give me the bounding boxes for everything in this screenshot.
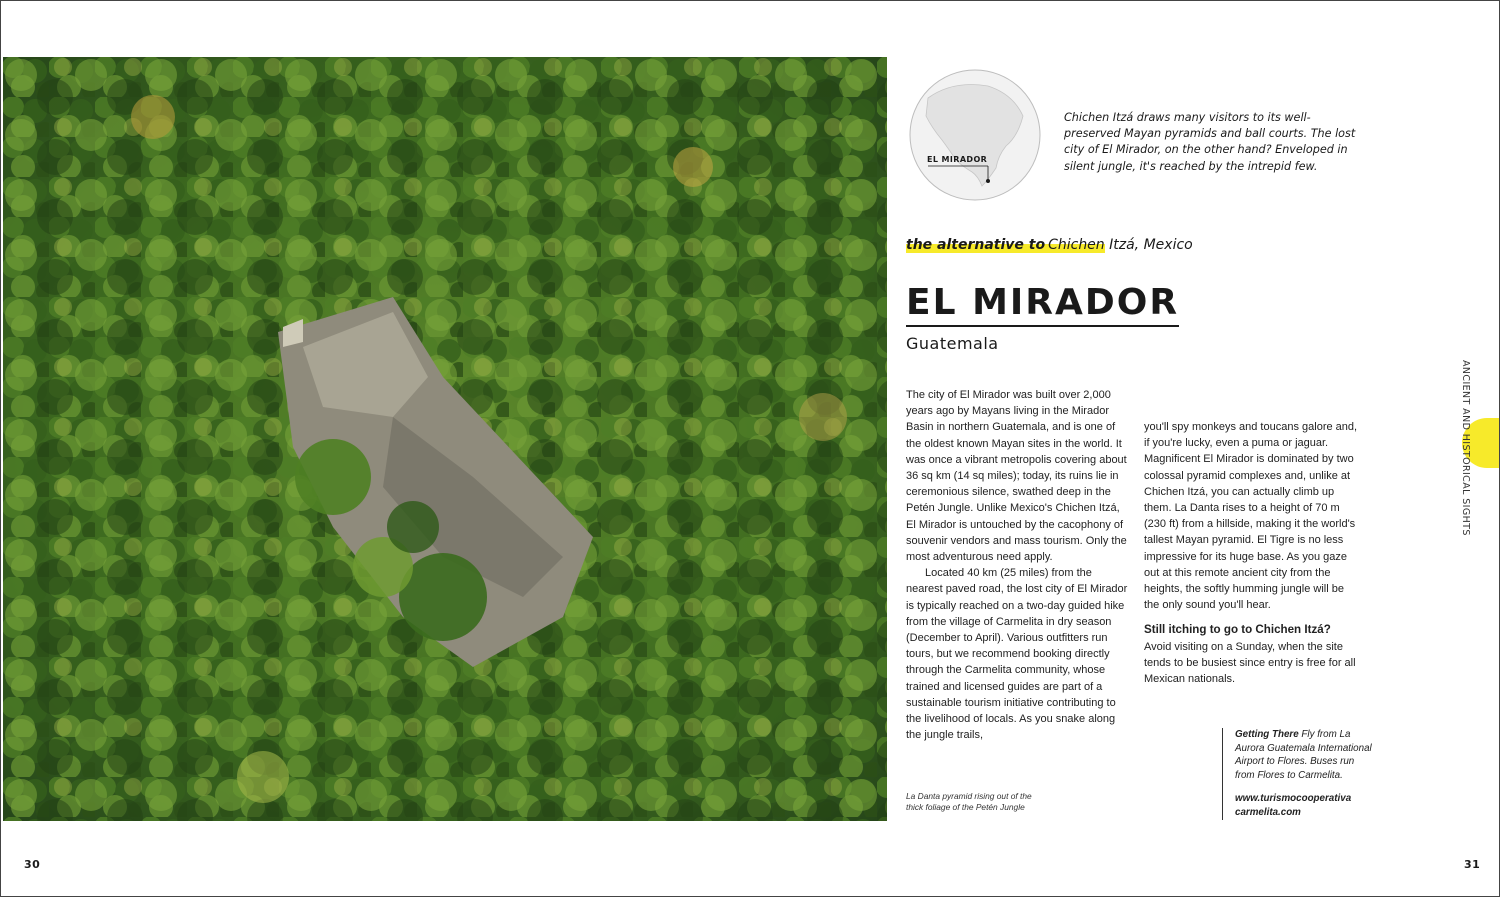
body-paragraph: The city of El Mirador was built over 2,000 years ago by Mayans living in the Mirador Basin in northern Guatemala, and is one of the oldest known Mayan sites in the world. It was once a vibrant metropolis covering about 36 sq km (14 sq miles); today, its ruins lie in ceremonious silence, swathed deep in the Petén Jungle. Unlike Mexico's Chichen Itzá, El Mirador is untouched by the cacophony of souvenir vendors and mass tourism. Only the most adventurous need apply. [906,389,1127,564]
alternative-prefix: the alternative to [906,237,1048,253]
photo-caption: La Danta pyramid rising out of the thick foliage of the Petén Jungle [906,791,1032,812]
body-column-1 [906,387,1130,743]
globe-map-icon [908,68,1042,202]
getting-there-text: Fly from La Aurora Guatemala International Airport to Flores. Buses run from Flores to Carmelita. [1235,729,1372,781]
body-column-2 [1144,419,1362,687]
page-number-right: 31 [1464,858,1481,871]
photo-illustration [3,57,887,821]
body-paragraph: Located 40 km (25 miles) from the nearest paved road, the lost city of El Mirador is typically reached on a two-day guided hike from the village of Carmelita in dry season (December to April). Various outfitters run tours, but we recommend booking directly through the Carmelita community, whose trained and licensed guides are part of a sustainable tourism initiative contributing to the livelihood of locals. As you snake along the jungle trails, [906,567,1128,742]
locator-label: EL MIRADOR [927,155,988,164]
page-subtitle: Guatemala [906,334,999,353]
still-itching-heading: Still itching to go to Chichen Itzá? [1144,623,1331,637]
section-tab-label: ANCIENT AND HISTORICAL SIGHTS [1460,360,1471,536]
getting-there-heading: Getting There [1235,729,1299,740]
jungle-pyramid-photo [3,57,887,821]
body-paragraph: you'll spy monkeys and toucans galore and, if you're lucky, even a puma or jaguar. Magnificent El Mirador is dominated by two colossal pyramid complexes and, unlike at Chichen Itzá, you can actually climb up them. La Danta rises to a height of 70 m (230 ft) from a hillside, making it the world's tallest Mayan pyramid. El Tigre is no less impressive for its huge base. As you gaze out at this remote ancient city from the heights, the softly humming jungle will be the only sound you'll hear. [1144,421,1358,612]
page-number-left: 30 [24,858,41,871]
still-itching-text: Avoid visiting on a Sunday, when the site tends to be busiest since entry is free for all Mexican nationals. [1144,640,1356,686]
alternative-line [906,237,1193,253]
getting-there-box [1222,728,1375,820]
getting-there-url[interactable]: www.turismocooperativa carmelita.com [1235,793,1352,818]
intro-text: Chichen Itzá draws many visitors to its well-preserved Mayan pyramids and ball courts. The lost city of El Mirador, on the other hand? Enveloped in silent jungle, it's reached by the intrepid few. [1064,111,1356,173]
alternative-place: Chichen [1048,237,1105,253]
alternative-rest: Itzá, Mexico [1109,237,1193,253]
page-title: EL MIRADOR [906,283,1179,327]
